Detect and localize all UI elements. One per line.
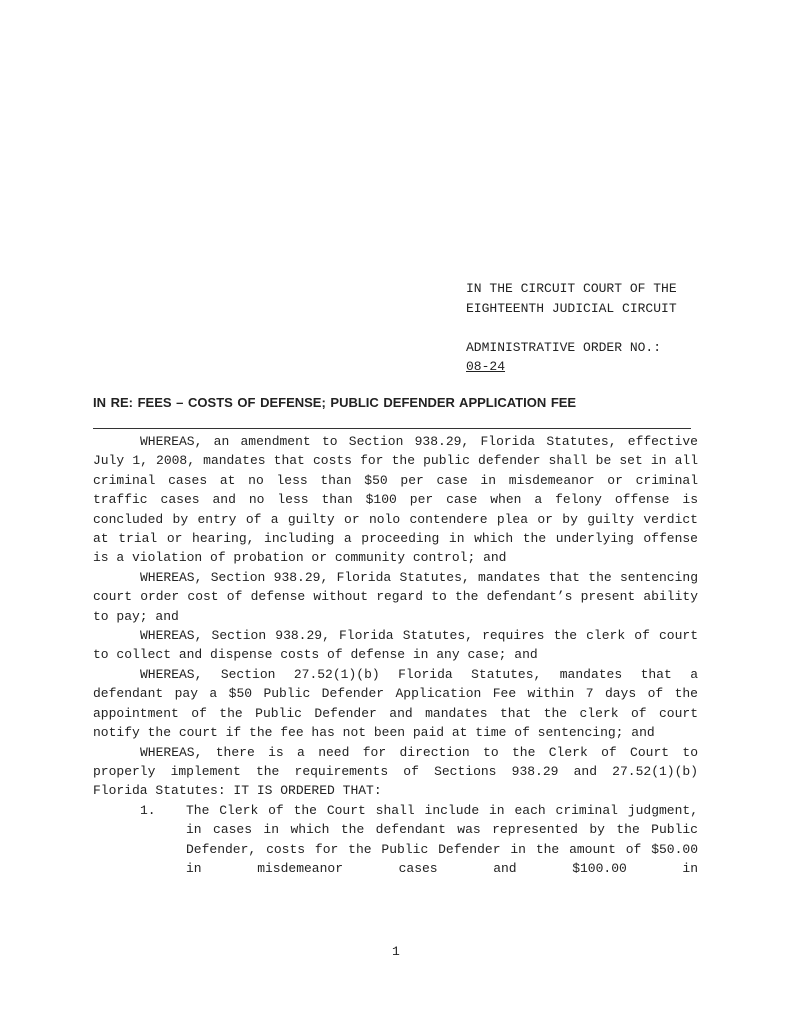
whereas-paragraph: WHEREAS, Section 27.52(1)(b) Florida Statutes, mandates that a defendant pay a $50 Public Defender Application Fee within 7 days of the appointment of the Public Defender and mandates that the clerk of court notify the court if the fee has not been paid at time of sentencing; and [93,666,698,741]
court-name-line-2: EIGHTEENTH JUDICIAL CIRCUIT [466,300,677,316]
order-number: 08-24 [466,359,506,374]
case-caption [466,279,677,377]
order-label: ADMINISTRATIVE ORDER NO.: [466,339,662,355]
whereas-paragraph: WHEREAS, Section 938.29, Florida Statutes, requires the clerk of court to collect and dispense costs of defense in any case; and [93,628,698,663]
whereas-paragraph: WHEREAS, there is a need for direction to the Clerk of Court to properly implement the requirements of Sections 938.29 and 27.52(1)(b) Florida Statutes: IT IS ORDERED THAT: [93,744,698,799]
item-text: The Clerk of the Court shall include in each criminal judgment, in cases in which the defendant was represented by the Public Defender, costs for the Public Defender in the amount of $50.00 in misdemeanor cases and $100.00 in [186,802,698,876]
item-number: 1. [140,802,156,818]
whereas-paragraph: WHEREAS, an amendment to Section 938.29, Florida Statutes, effective July 1, 2008, mandates that costs for the public defender shall be set in all criminal cases at no less than $50 per case in misdemeanor or criminal traffic cases and no less than $100 per case when a felony offense is concluded by entry of a guilty or nolo contendere plea or by guilty verdict at trial or hearing, including a proceeding in which the underlying offense is a violation of probation or community control; and [93,434,698,566]
ordered-item [93,801,698,879]
page-number: 1 [392,944,400,959]
order-title: IN RE: FEES – COSTS OF DEFENSE; PUBLIC DEFENDER APPLICATION FEE [93,395,577,410]
whereas-paragraph: WHEREAS, Section 938.29, Florida Statutes, mandates that the sentencing court order cost of defense without regard to the defendant’s present ability to pay; and [93,569,698,624]
title-divider [93,428,691,429]
court-name-line-1: IN THE CIRCUIT COURT OF THE [466,281,677,296]
order-body [93,432,698,878]
